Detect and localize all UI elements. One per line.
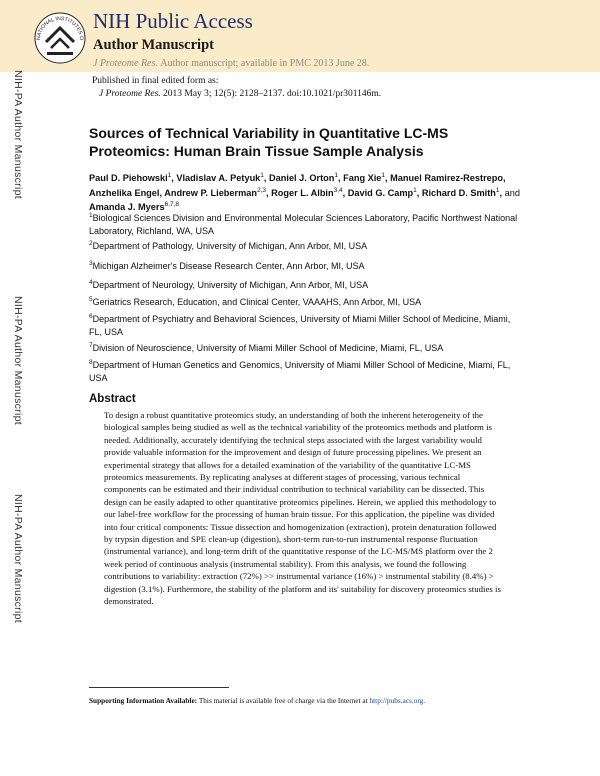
author-name: Roger L. Albin	[271, 187, 334, 198]
nih-public-access-title: NIH Public Access	[93, 9, 253, 33]
affiliation-8	[89, 357, 519, 384]
affiliation-number: 2	[89, 240, 93, 247]
citation-details: 2013 May 3; 12(5): 2128–2137. doi:10.1021/pr301146m.	[163, 89, 382, 99]
side-label-1: NIH-PA Author Manuscript	[12, 70, 24, 199]
published-final-form: Published in final edited form as:	[92, 76, 219, 86]
affiliation-1	[89, 210, 519, 237]
affiliation-number: 4	[89, 279, 93, 286]
author-affiliation-sup: 6,7,8	[164, 201, 180, 209]
author-affiliation-sup: 1	[413, 186, 417, 194]
author-name: Richard D. Smith	[421, 187, 496, 198]
author-affiliation-sup: 1	[260, 172, 264, 179]
author-affiliation-sup: 1	[334, 172, 339, 179]
author-name: Anzhelika Engel	[89, 187, 160, 198]
availability-text: Author manuscript; available in PMC 2013 June 28.	[160, 58, 370, 69]
affiliation-number: 7	[89, 342, 93, 349]
author-name: David G. Camp	[347, 187, 414, 198]
author-name: Vladislav A. Petyuk	[176, 173, 261, 184]
header-journal-name: J Proteome Res.	[93, 58, 158, 69]
supporting-information	[89, 696, 425, 705]
supporting-tail: .	[423, 696, 426, 705]
citation-journal: J Proteome Res.	[99, 89, 161, 99]
affiliation-text: Department of Human Genetics and Genomics, University of Miami Miller School of Medicine, Miami, FL, USA	[89, 360, 511, 383]
author-conjunction: and	[504, 187, 520, 198]
seal-text: NATIONAL INSTITUTES O	[35, 15, 85, 41]
abstract-text: To design a robust quantitative proteomics study, an understanding of both the inherent heterogeneity of the biological samples being studied as well as the technical variability of the proteomics methods and platform is needed. Additionally, accurately identifying the technical steps associated with the largest variability would provide valuable information for the improvement and design of future processing pipelines. We present an experimental strategy that allows for a detailed examination of the variability of the quantitative LC-MS proteomics measurements. By replicating analyses at different stages of processing, various technical components can be estimated and their individual contribution to technical variability can be dissected. This design can be easily adapted to other quantitative proteomics pipelines. Herein, we applied this methodology to our label-free workflow for the processing of human brain tissue. For this application, the pipeline was divided into four critical components: Tissue dissection and homogenization (extraction), protein denaturation followed by trypsin digestion and SPE clean-up (digestion), short-term run-to-run instrumental response fluctuation (instrumental variance), and long-term drift of the quantitative response of the LC-MS/MS platform over the 2 week period of continuous analysis (instrumental stability). From this analysis, we found the following contributions to variability: extraction (72%) >> instrumental variance (16%) > instrumental stability (8.4%) > digestion (3.1%). Furthermore, the stability of the platform and its' suitability for discovery proteomics studies is demonstrated.	[104, 410, 501, 607]
affiliation-number: 3	[89, 260, 93, 267]
affiliation-7	[89, 340, 519, 355]
affiliation-text: Geriatrics Research, Education, and Clinical Center, VAAAHS, Ann Arbor, MI, USA	[92, 297, 422, 307]
pubs-acs-link[interactable]: http://pubs.acs.org	[369, 696, 424, 705]
author-name: Paul D. Piehowski	[89, 173, 168, 184]
author-affiliation-sup: 1	[381, 172, 386, 179]
affiliation-number: 6	[89, 313, 93, 320]
affiliation-6	[89, 311, 519, 338]
footnote-divider	[89, 687, 229, 688]
affiliation-text: Biological Sciences Division and Environmental Molecular Sciences Laboratory, Pacific Northwest National Laboratory, Richland, WA, USA	[89, 213, 518, 236]
citation	[99, 89, 381, 99]
affiliation-text: Department of Psychiatry and Behavioral Sciences, University of Miami Miller School of Medicine, Miami, FL, USA	[89, 314, 511, 337]
author-name: Andrew P. Lieberman	[164, 187, 257, 198]
author-list: Paul D. Piehowski$^1$, Vladislav A. Petyuk$^1$, Daniel J. Orton$^1$, Fang Xie$^1$, Manuel Ramirez-Restrepo, Anzhelika Engel, Andrew P. Lieberman$^{2,3}$, Roger L. Albin$^{3,4}$, David G. Camp$^1$, Richard D. Smith$^1$, and Amanda J. Myers$^{6,7,8}$	[89, 172, 520, 213]
author-name: Manuel Ramirez-Restrepo	[390, 173, 503, 184]
affiliation-number: 1	[89, 212, 93, 219]
author-name: Fang Xie	[343, 173, 382, 184]
affiliation-4	[89, 277, 519, 292]
manuscript-status	[93, 58, 369, 69]
affiliation-text: Division of Neuroscience, University of Miami Miller School of Medicine, Miami, FL, USA	[92, 343, 444, 353]
affiliation-number: 8	[89, 359, 93, 366]
author-affiliation-sup: 1	[167, 172, 172, 179]
affiliation-text: Michigan Alzheimer's Disease Research Center, Ann Arbor, MI, USA	[92, 261, 365, 271]
abstract-heading: Abstract	[89, 393, 136, 405]
author-name: Daniel J. Orton	[269, 173, 335, 184]
supporting-text: This material is available free of charge via the Internet at	[198, 696, 368, 705]
side-label-3: NIH-PA Author Manuscript	[12, 494, 24, 623]
author-manuscript-label: Author Manuscript	[93, 37, 214, 53]
nih-seal-logo	[32, 6, 88, 66]
side-label-2: NIH-PA Author Manuscript	[12, 296, 24, 425]
affiliation-text: Department of Pathology, University of Michigan, Ann Arbor, MI, USA	[92, 241, 368, 251]
affiliation-text: Department of Neurology, University of Michigan, Ann Arbor, MI, USA	[92, 280, 369, 290]
affiliation-3	[89, 258, 519, 273]
affiliation-2	[89, 238, 519, 253]
author-affiliation-sup: 1	[495, 186, 500, 194]
author-affiliation-sup: 2,3	[257, 186, 267, 194]
article-title: Sources of Technical Variability in Quantitative LC-MS Proteomics: Human Brain Tissue Sample Analysis	[89, 125, 449, 159]
affiliation-5	[89, 294, 519, 309]
author-affiliation-sup: 3,4	[333, 186, 343, 194]
author-name: Amanda J. Myers	[89, 202, 165, 213]
affiliation-number: 5	[89, 296, 93, 303]
supporting-label: Supporting Information Available:	[89, 696, 198, 705]
